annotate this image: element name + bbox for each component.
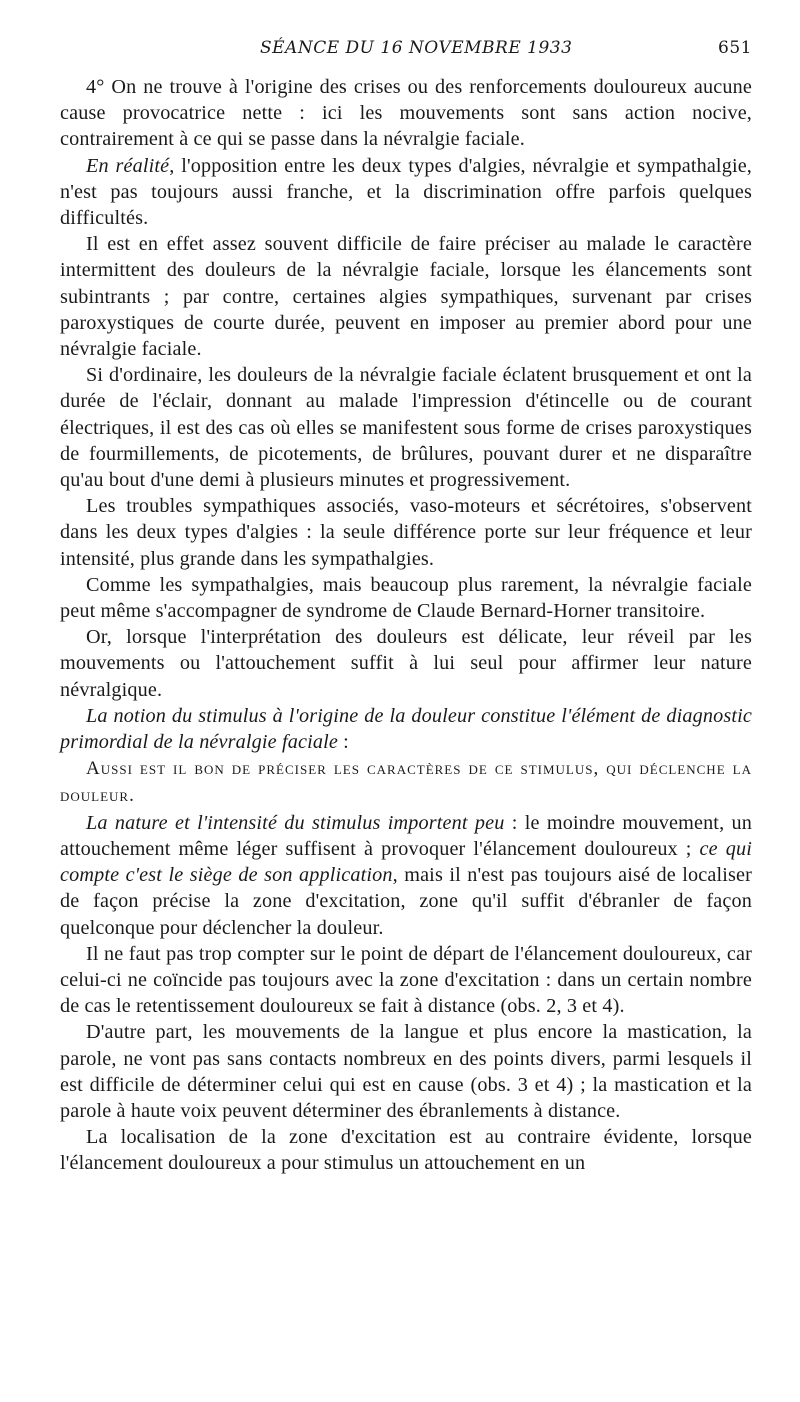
paragraph-8-text: : xyxy=(337,731,349,754)
page-header xyxy=(60,38,752,74)
paragraph-5 xyxy=(60,493,752,572)
paragraph-11-text: Il ne faut pas trop compter sur le point de départ de l'élancement douloureux, car celui-ci ne coïncide pas toujours avec la zone d'excitation : dans un certain nombre de cas le retentissement douloureux se fait à distance (obs. 2, 3 et 4). xyxy=(60,942,752,1018)
paragraph-8-emphasis: La notion du stimulus à l'origine de la douleur constitue l'élément de diagnostic primordial de la névralgie faciale xyxy=(60,704,752,754)
paragraph-6 xyxy=(60,572,752,624)
paragraph-5-text: Les troubles sympathiques associés, vaso-moteurs et sécrétoires, s'observent dans les deux types d'algies : la seule différence porte sur leur fréquence et leur intensité, plus grande dans les sympathalgies. xyxy=(60,495,752,570)
paragraph-8 xyxy=(60,703,752,755)
paragraph-3-text: Il est en effet assez souvent difficile de faire préciser au malade le caractère intermittent des douleurs de la névralgie faciale, lorsque les élancements sont subintrants ; par contre, certaines algies sympathiques, survenant par crises paroxystiques de courte durée, peuvent en imposer au premier abord pour une névralgie faciale. xyxy=(60,233,752,361)
body-text xyxy=(60,74,752,1177)
paragraph-4 xyxy=(60,362,752,493)
paragraph-9-smallcaps: Aussi est il bon de préciser les caractères de ce stimulus, qui déclenche la douleur. xyxy=(60,758,752,807)
paragraph-1 xyxy=(60,74,752,153)
paragraph-1-text: 4° On ne trouve à l'origine des crises ou des renforcements douloureux aucune cause provocatrice nette : ici les mouvements sont sans action nocive, contrairement à ce qui se passe dans la névralgie faciale. xyxy=(60,76,752,151)
paragraph-10-text-a: : le moindre mouvement, un attouchement même léger suffisent à provoquer l'élancement douloureux ; xyxy=(60,811,752,860)
paragraph-10-emphasis-b: ce qui compte c'est le siège de son application xyxy=(60,837,752,887)
paragraph-7-text: Or, lorsque l'interprétation des douleurs est délicate, leur réveil par les mouvements ou l'attouchement suffit à lui seul pour affirmer leur nature névralgique. xyxy=(60,626,752,701)
paragraph-13-text: La localisation de la zone d'excitation est au contraire évidente, lorsque l'élancement douloureux a pour stimulus un attouchement en un xyxy=(60,1126,752,1175)
paragraph-13 xyxy=(60,1124,752,1176)
paragraph-2 xyxy=(60,153,752,232)
paragraph-12 xyxy=(60,1019,752,1124)
paragraph-11 xyxy=(60,941,752,1020)
paragraph-2-text: , l'opposition entre les deux types d'algies, névralgie et sympathalgie, n'est pas toujours aussi franche, et la discrimination offre parfois quelques difficultés. xyxy=(60,154,753,230)
paragraph-6-text: Comme les sympathalgies, mais beaucoup plus rarement, la névralgie faciale peut même s'accompagner de syndrome de Claude Bernard-Horner transitoire. xyxy=(60,573,752,623)
paragraph-4-text: Si d'ordinaire, les douleurs de la névralgie faciale éclatent brusquement et ont la durée de l'éclair, donnant au malade l'impression d'étincelle ou de courant électriques, il est des cas où elles se manifestent sous forme de crises paroxystiques de fourmillements, de picotements, de brûlures, pouvant durer et ne disparaître qu'au bout d'une demi à plusieurs minutes et progressivement. xyxy=(60,364,752,492)
paragraph-3 xyxy=(60,231,752,362)
paragraph-10 xyxy=(60,810,752,941)
paragraph-9 xyxy=(60,755,752,809)
paragraph-12-text: D'autre part, les mouvements de la langue et plus encore la mastication, la parole, ne vont pas sans contacts nombreux en des points divers, parmi lesquels il est difficile de déterminer celui qui est en cause (obs. 3 et 4) ; la mastication et la parole à haute voix peuvent déterminer des ébranlements à distance. xyxy=(60,1021,752,1122)
page-number: 651 xyxy=(718,38,752,58)
paragraph-10-emphasis-a: La nature et l'intensité du stimulus importent peu xyxy=(86,811,505,834)
running-head: SÉANCE DU 16 NOVEMBRE 1933 xyxy=(260,38,573,58)
paragraph-2-emphasis: En réalité xyxy=(86,154,170,177)
paragraph-10-text-b: , mais il n'est pas toujours aisé de localiser de façon précise la zone d'excitation, zone qu'il suffit d'ébranler de façon quelconque pour déclencher la douleur. xyxy=(60,864,752,939)
paragraph-7 xyxy=(60,624,752,703)
